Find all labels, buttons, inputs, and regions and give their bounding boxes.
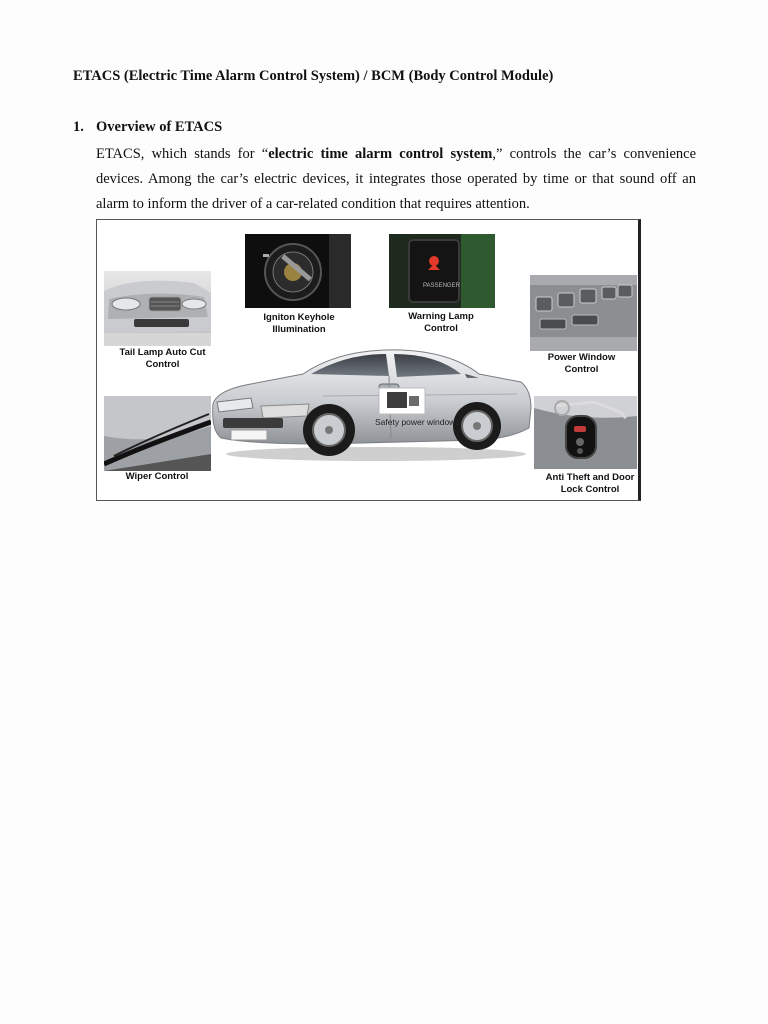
power-window-photo (530, 275, 637, 351)
ignition-photo (245, 234, 351, 308)
tail-lamp-photo (104, 271, 211, 346)
section-heading: Overview of ETACS (96, 119, 223, 135)
paragraph-text-start: ETACS, which stands for “ (96, 146, 269, 162)
anti-theft-label: Anti Theft and Door Lock Control (545, 472, 635, 495)
car-photo (211, 346, 533, 464)
document-title: ETACS (Electric Time Alarm Control System) / BCM (Body Control Module) (73, 68, 554, 84)
warning-lamp-label: Warning Lamp Control (408, 311, 474, 334)
paragraph-text-end: ,” controls the car’s convenience devices. Among the car’s electric devices, it integrates those operated by time or that sound off an alarm to inform the driver of a car-related condition that requires attention. (96, 146, 697, 212)
wiper-label: Wiper Control (125, 471, 189, 482)
tail-lamp-label: Tail Lamp Auto Cut Control (119, 347, 206, 370)
power-window-label: Power Window Control (547, 352, 616, 375)
warning-lamp-photo (389, 234, 495, 308)
anti-theft-photo (534, 396, 637, 469)
section-paragraph (96, 142, 696, 217)
etacs-figure (96, 219, 641, 501)
passenger-button-text: PASSENGER (423, 283, 460, 289)
safety-windows-label: Safety power windows (375, 417, 460, 427)
section-number: 1. (73, 119, 84, 135)
paragraph-bold-term: electric time alarm control system (268, 146, 493, 162)
ignition-label: Igniton Keyhole Illumination (263, 312, 335, 335)
wiper-photo (104, 396, 211, 471)
